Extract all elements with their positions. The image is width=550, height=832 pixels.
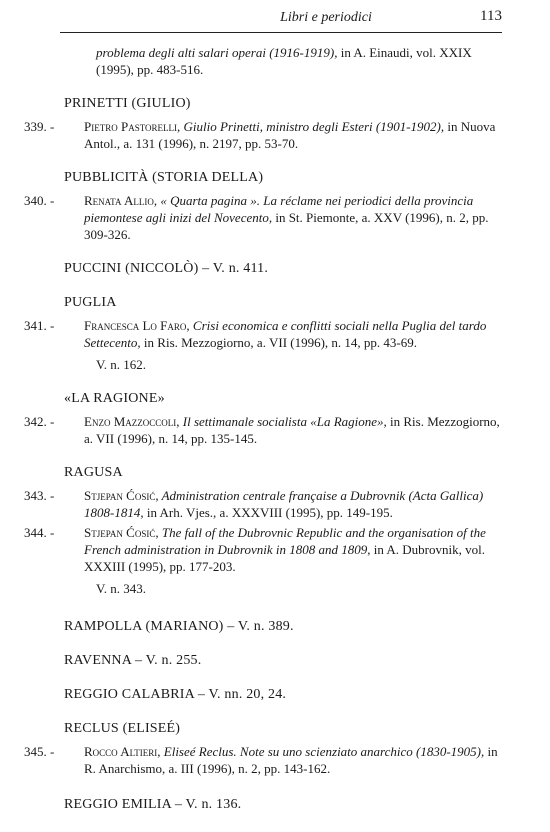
page-number: 113 xyxy=(480,8,502,24)
see-also-note: V. n. 343. xyxy=(96,581,146,596)
heading-reggio-calabria: REGGIO CALABRIA – V. nn. 20, 24. xyxy=(64,687,287,702)
heading-ragusa: RAGUSA xyxy=(64,465,123,480)
heading-rampolla: RAMPOLLA (MARIANO) – V. n. 389. xyxy=(64,619,294,634)
header-rule xyxy=(60,32,502,33)
entry-344: 344. - Stjepan Ćosić, The fall of the Dubrovnic Republic and the organisation of the French administration in Dubrovnik in 1808 and 1809, in A. Dubrovnik, vol. XXXIII (1995), pp. 177-203. xyxy=(24,525,486,574)
heading-prinetti: PRINETTI (GIULIO) xyxy=(64,96,191,111)
entry-340: 340. - Renata Allio, « Quarta pagina ». La réclame nei periodici della provincia piemontese agli inizi del Novecento, in St. Piemonte, a. XXV (1996), n. 2, pp. 309-326. xyxy=(24,193,489,242)
heading-ragione: «LA RAGIONE» xyxy=(64,391,165,406)
entry-341: 341. - Francesca Lo Faro, Crisi economica e conflitti sociali nella Puglia del tardo Settecento, in Ris. Mezzogiorno, a. VII (1996), n. 14, pp. 43-69. xyxy=(24,318,487,350)
running-title: Libri e periodici xyxy=(280,10,372,25)
page-header xyxy=(60,8,502,30)
heading-puglia: PUGLIA xyxy=(64,295,117,310)
heading-ravenna: RAVENNA – V. n. 255. xyxy=(64,653,202,668)
see-also-note: V. n. 162. xyxy=(96,357,146,372)
entry-339: 339. - Pietro Pastorelli, Giulio Prinetti, ministro degli Esteri (1901-1902), in Nuova Antol., a. 131 (1996), n. 2197, pp. 53-70. xyxy=(24,119,496,151)
entry-343: 343. - Stjepan Ćosić, Administration centrale française a Dubrovnik (Acta Gallica) 1808-1814, in Arh. Vjes., a. XXXVIII (1995), pp. 149-195. xyxy=(24,488,484,520)
heading-reclus: RECLUS (ELISEÉ) xyxy=(64,721,181,736)
heading-puccini: PUCCINI (NICCOLÒ) – V. n. 411. xyxy=(64,261,269,276)
entry-345: 345. - Rocco Altieri, Eliseé Reclus. Note su uno scienziato anarchico (1830-1905), in R. Anarchismo, a. III (1996), n. 2, pp. 143-162. xyxy=(24,744,498,776)
entry-continuation: problema degli alti salari operai (1916-1919), in A. Einaudi, vol. XXIX (1995), pp. 483-516. xyxy=(96,45,472,77)
entry-342: 342. - Enzo Mazzoccoli, Il settimanale socialista «La Ragione», in Ris. Mezzogiorno, a. VII (1996), n. 14, pp. 135-145. xyxy=(24,414,500,446)
heading-reggio-emilia: REGGIO EMILIA – V. n. 136. xyxy=(64,797,242,812)
page-content xyxy=(24,44,502,813)
heading-pubblicita: PUBBLICITÀ (STORIA DELLA) xyxy=(64,170,264,185)
